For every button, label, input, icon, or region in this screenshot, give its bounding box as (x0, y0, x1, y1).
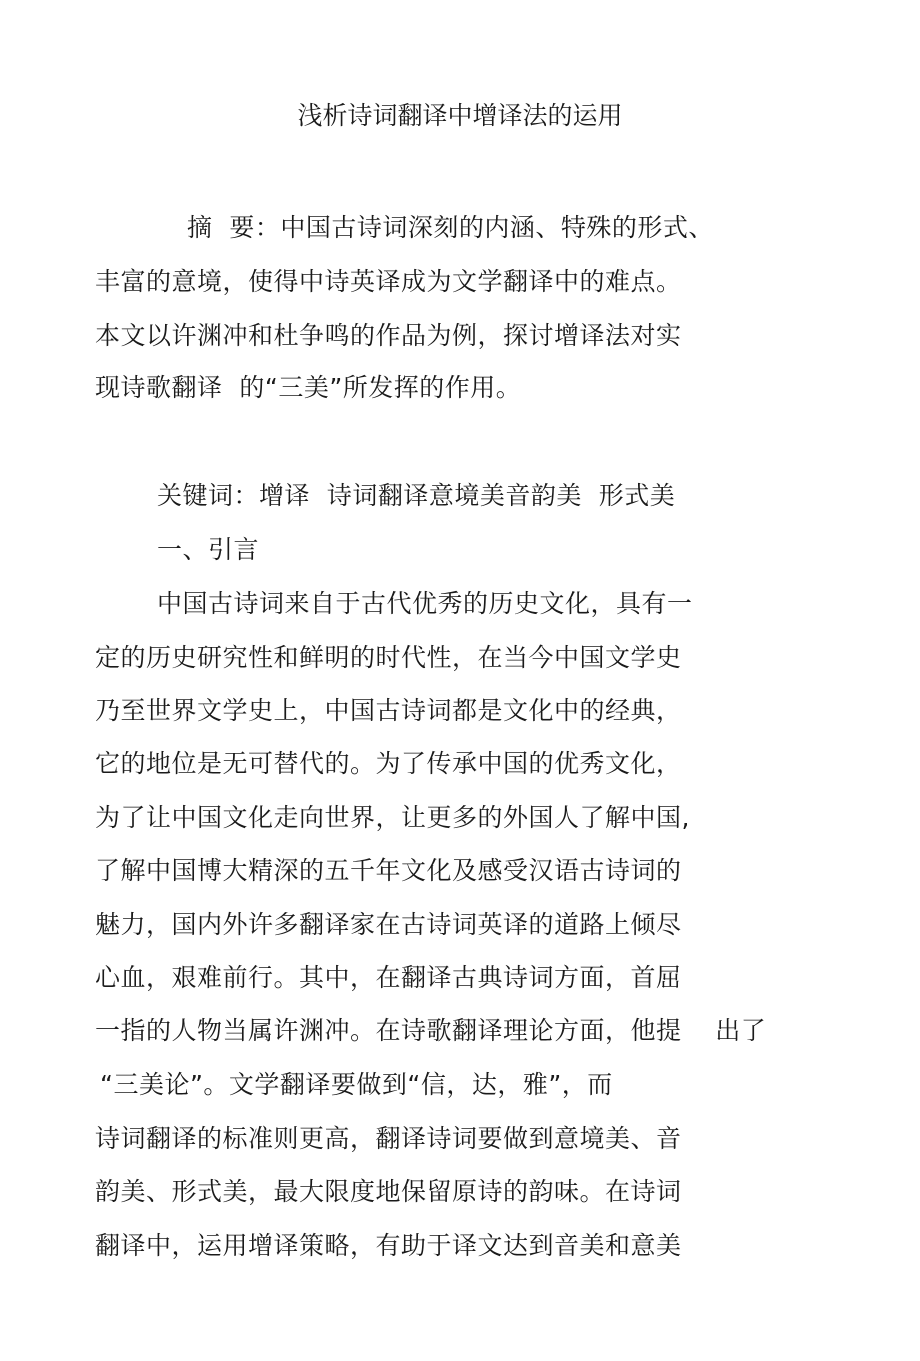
body-line: 韵美、形式美，最大限度地保留原诗的韵味。在诗词 (95, 1177, 682, 1206)
body-line: 中国古诗词来自于古代优秀的历史文化，具有一 (157, 589, 693, 618)
body-line: 翻译中，运用增译策略，有助于译文达到音美和意美 (95, 1231, 682, 1260)
body-line: 一指的人物当属许渊冲。在诗歌翻译理论方面，他提 出了 (95, 1016, 767, 1045)
abstract-line: 丰富的意境，使得中诗英译成为文学翻译中的难点。 (95, 267, 682, 296)
abstract-line: 本文以许渊冲和杜争鸣的作品为例，探讨增译法对实 (95, 321, 682, 350)
body-line: 为了让中国文化走向世界，让更多的外国人了解中国, (95, 803, 690, 832)
body-line: “三美论”。文学翻译要做到“信，达，雅”，而 (100, 1070, 613, 1099)
abstract-line: 摘 要：中国古诗词深刻的内涵、特殊的形式、 (187, 213, 714, 242)
section-heading: 一、引言 (157, 535, 260, 564)
body-line: 心血，艰难前行。其中，在翻译古典诗词方面，首屈 (95, 963, 682, 992)
document-title: 浅析诗词翻译中增译法的运用 (297, 101, 623, 130)
abstract-line: 现诗歌翻译 的“三美”所发挥的作用。 (95, 373, 522, 402)
body-line: 乃至世界文学史上，中国古诗词都是文化中的经典， (95, 696, 682, 725)
body-line: 诗词翻译的标准则更高，翻译诗词要做到意境美、音 (95, 1124, 682, 1153)
body-line: 它的地位是无可替代的。为了传承中国的优秀文化， (95, 749, 682, 778)
body-line: 定的历史研究性和鲜明的时代性，在当今中国文学史 (95, 643, 682, 672)
keywords-line: 关键词：增译 诗词翻译意境美音韵美 形式美 (157, 481, 676, 510)
body-line: 魅力，国内外许多翻译家在古诗词英译的道路上倾尽 (95, 910, 682, 939)
body-line: 了解中国博大精深的五千年文化及感受汉语古诗词的 (95, 856, 682, 885)
